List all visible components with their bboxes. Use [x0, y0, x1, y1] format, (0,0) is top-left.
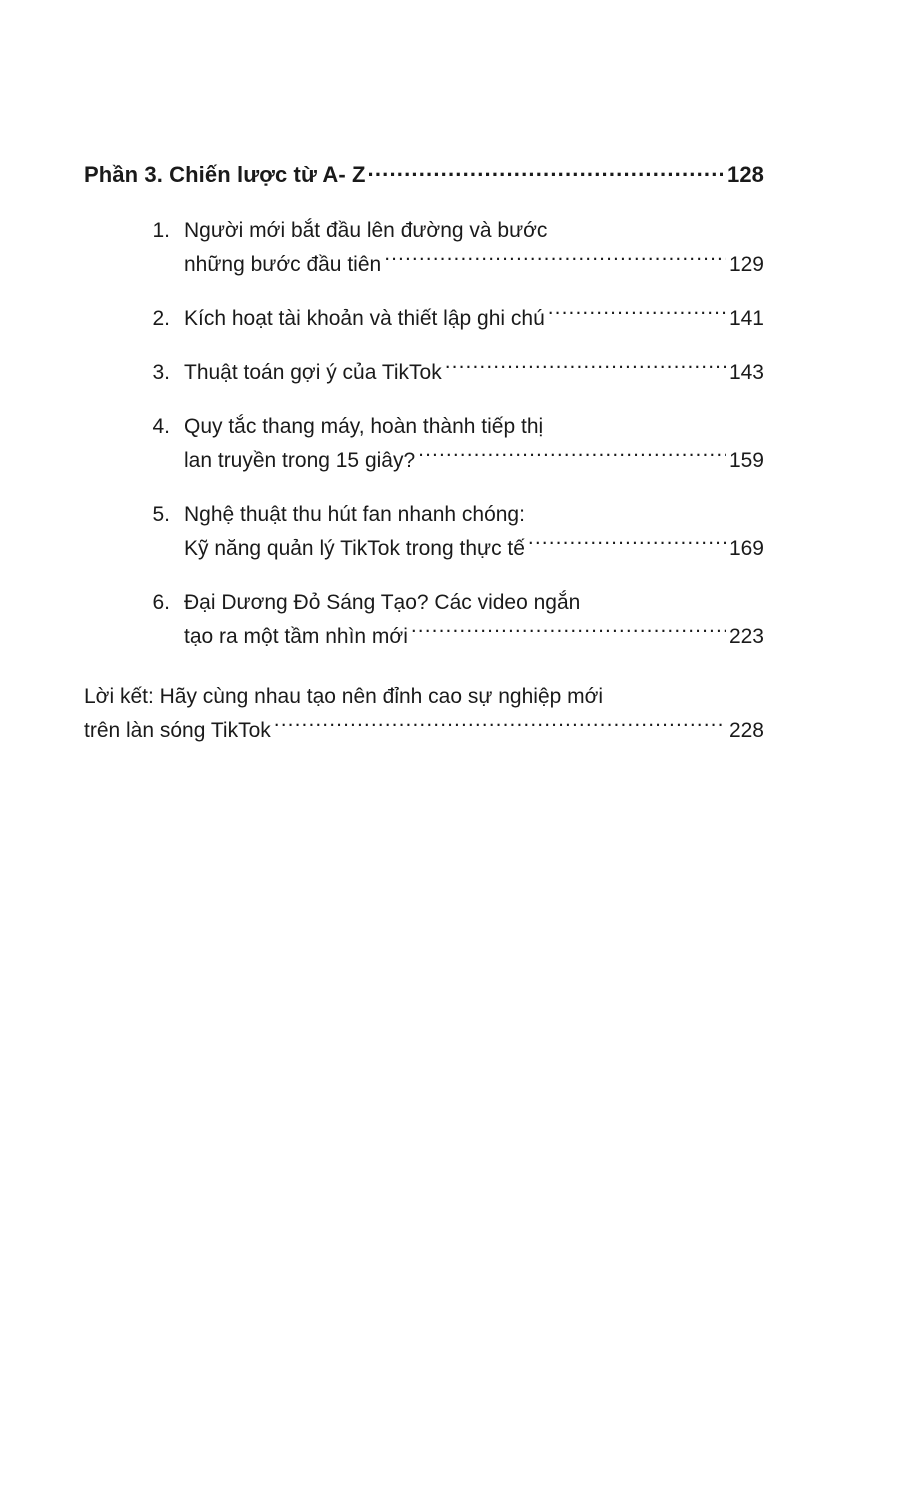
toc-leader [528, 534, 726, 555]
toc-entry-body [184, 214, 764, 282]
toc-leader [384, 250, 726, 271]
toc-entry-number: 3. [152, 361, 170, 385]
toc-leader [411, 622, 726, 643]
toc-entry-body [184, 410, 764, 478]
toc-entry-last-line [184, 620, 764, 654]
toc-entry-number: 1. [152, 219, 170, 242]
toc-entry-last-line [184, 302, 764, 336]
toc-entry[interactable] [84, 410, 764, 478]
toc-entry-body [184, 586, 764, 654]
toc-entry-line: Người mới bắt đầu lên đường và bước [184, 219, 548, 242]
toc-entry[interactable] [84, 214, 764, 282]
toc-closing-line: Lời kết: Hãy cùng nhau tạo nên đỉnh cao sự nghiệp mới [84, 685, 604, 709]
toc-leader [548, 304, 726, 325]
toc-entry-text: tạo ra một tầm nhìn mới [184, 625, 408, 649]
toc-entry-page: 159 [728, 449, 764, 473]
toc-entry-number: 5. [152, 503, 170, 527]
part-heading [84, 160, 764, 188]
toc-entry-last-line [184, 248, 764, 282]
toc-leader [418, 446, 726, 467]
toc-entry-page: 223 [728, 625, 764, 649]
toc-entry-page: 141 [728, 307, 764, 331]
toc-entry-number: 4. [152, 415, 170, 439]
toc-entry-number: 2. [152, 307, 170, 331]
toc-entry-last-line [184, 532, 764, 566]
toc-closing-last-line [84, 714, 764, 748]
toc-closing-page: 228 [728, 719, 764, 743]
toc-entry-number: 6. [152, 591, 170, 615]
toc-entry-last-line [184, 356, 764, 390]
toc-closing-text: trên làn sóng TikTok [84, 719, 271, 743]
toc-entry-line: Nghệ thuật thu hút fan nhanh chóng: [184, 503, 525, 527]
toc-entry-body [184, 356, 764, 390]
part-heading-page: 128 [726, 162, 764, 187]
toc-entry-page: 169 [728, 537, 764, 561]
toc-entry-text: Kỹ năng quản lý TikTok trong thực tế [184, 537, 525, 561]
toc-entry-page: 143 [728, 361, 764, 385]
toc-entry-line: Quy tắc thang máy, hoàn thành tiếp thị [184, 415, 544, 439]
toc-closing-entry[interactable] [84, 680, 764, 748]
toc-leader [445, 358, 726, 379]
toc-entry-body [184, 302, 764, 336]
toc-entry[interactable] [84, 302, 764, 336]
toc-entry-line: Đại Dương Đỏ Sáng Tạo? Các video ngắn [184, 591, 581, 615]
toc-entry[interactable] [84, 498, 764, 566]
toc-entry[interactable] [84, 356, 764, 390]
toc-entry[interactable] [84, 586, 764, 654]
part-heading-leader [368, 160, 723, 182]
toc-entry-body [184, 498, 764, 566]
toc-entry-text: lan truyền trong 15 giây? [184, 449, 416, 473]
part-heading-title: Phần 3. Chiến lược từ A- Z [84, 162, 366, 187]
toc-leader [274, 716, 726, 737]
toc-entry-last-line [184, 444, 764, 478]
toc-entry-page: 129 [728, 253, 764, 277]
toc-entry-text: những bước đầu tiên [184, 253, 382, 277]
toc-entry-text: Kích hoạt tài khoản và thiết lập ghi chú [184, 307, 545, 331]
toc-entry-text: Thuật toán gợi ý của TikTok [184, 361, 442, 385]
